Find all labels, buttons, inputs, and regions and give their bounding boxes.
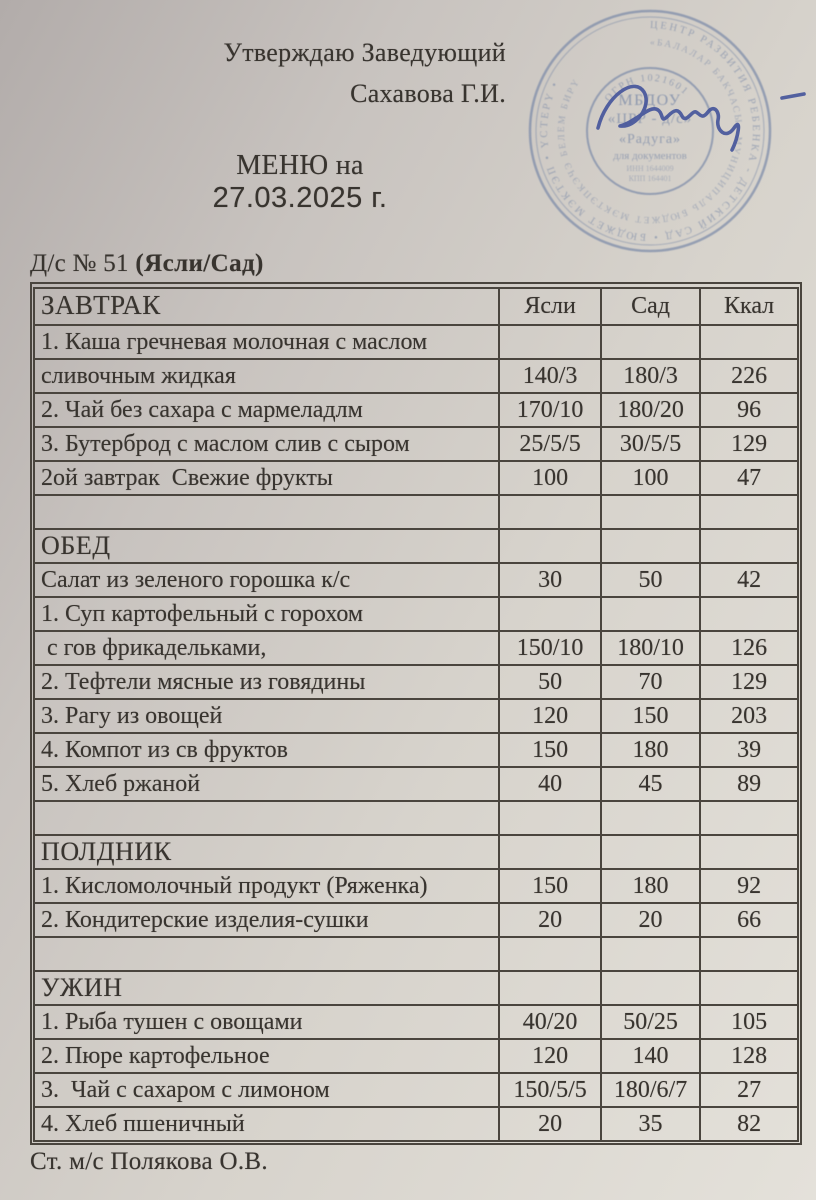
- facility-number: Д/с № 51: [30, 250, 136, 277]
- kkal-cell: 129: [700, 665, 798, 699]
- table-row: [34, 767, 798, 801]
- table-row: [34, 801, 798, 835]
- sad-portion-cell: 30/5/5: [601, 427, 700, 461]
- sad-portion-cell: 100: [601, 461, 700, 495]
- kkal-cell: [700, 597, 798, 631]
- yasli-portion-cell: 100: [499, 461, 601, 495]
- dish-name-cell: 3. Бутерброд с маслом слив с сыром: [34, 427, 499, 461]
- dish-name-cell: ОБЕД: [34, 529, 499, 563]
- kkal-cell: 92: [700, 869, 798, 903]
- yasli-portion-cell: 170/10: [499, 393, 601, 427]
- approval-block: [160, 32, 506, 114]
- dish-name-cell: 4. Компот из св фруктов: [34, 733, 499, 767]
- table-row: [34, 869, 798, 903]
- signature-ink: [586, 70, 812, 162]
- dish-name-cell: сливочным жидкая: [34, 359, 499, 393]
- kkal-cell: 129: [700, 427, 798, 461]
- dish-name-cell: 2. Кондитерские изделия-сушки: [34, 903, 499, 937]
- kkal-cell: [700, 835, 798, 869]
- sad-portion-cell: 70: [601, 665, 700, 699]
- kkal-cell: [700, 937, 798, 971]
- yasli-portion-cell: 50: [499, 665, 601, 699]
- yasli-portion-cell: 40: [499, 767, 601, 801]
- sad-portion-cell: [601, 971, 700, 1005]
- section-row: [34, 835, 798, 869]
- sad-portion-cell: [601, 495, 700, 529]
- dish-name-cell: 2ой завтрак Свежие фрукты: [34, 461, 499, 495]
- dish-name-cell: 2. Чай без сахара с мармеладлм: [34, 393, 499, 427]
- dish-name-cell: 5. Хлеб ржаной: [34, 767, 499, 801]
- kkal-cell: 96: [700, 393, 798, 427]
- dish-name-cell: 1. Кисломолочный продукт (Ряженка): [34, 869, 499, 903]
- yasli-portion-cell: [499, 971, 601, 1005]
- yasli-portion-cell: 40/20: [499, 1005, 601, 1039]
- sad-portion-cell: [601, 597, 700, 631]
- table-row: [34, 631, 798, 665]
- sad-portion-cell: [601, 325, 700, 359]
- dish-name-cell: Салат из зеленого горошка к/с: [34, 563, 499, 597]
- kkal-cell: 27: [700, 1073, 798, 1107]
- menu-title: МЕНЮ на: [236, 150, 364, 181]
- yasli-portion-cell: [499, 597, 601, 631]
- dish-name-cell: [34, 801, 499, 835]
- kkal-cell: 39: [700, 733, 798, 767]
- stamp-org-abbr: МБДОУ: [618, 92, 682, 109]
- table-row: [34, 937, 798, 971]
- kkal-cell: 226: [700, 359, 798, 393]
- section-row: [34, 529, 798, 563]
- dish-name-cell: [34, 937, 499, 971]
- table-row: [34, 393, 798, 427]
- stamp-ogrn-text: ОГРН 1021601: [602, 72, 692, 104]
- header-yasli: Ясли: [499, 288, 601, 325]
- sad-portion-cell: 180/3: [601, 359, 700, 393]
- yasli-portion-cell: [499, 801, 601, 835]
- dish-name-cell: 3. Рагу из овощей: [34, 699, 499, 733]
- signature-dash: [782, 94, 804, 98]
- table-row: [34, 665, 798, 699]
- dish-name-cell: 4. Хлеб пшеничный: [34, 1107, 499, 1141]
- facility-subtitle: [30, 250, 264, 278]
- menu-table: [33, 287, 799, 1142]
- sad-portion-cell: [601, 801, 700, 835]
- table-row: [34, 563, 798, 597]
- sad-portion-cell: 50/25: [601, 1005, 700, 1039]
- table-row: [34, 495, 798, 529]
- yasli-portion-cell: [499, 937, 601, 971]
- sad-portion-cell: 180/6/7: [601, 1073, 700, 1107]
- table-row: [34, 699, 798, 733]
- kkal-cell: [700, 971, 798, 1005]
- kkal-cell: [700, 495, 798, 529]
- yasli-portion-cell: [499, 529, 601, 563]
- menu-date: 27.03.2025 г.: [212, 182, 388, 214]
- kkal-cell: 203: [700, 699, 798, 733]
- stamp-purpose: для документов: [613, 150, 687, 162]
- dish-name-cell: 1. Каша гречневая молочная с маслом: [34, 325, 499, 359]
- sad-portion-cell: 150: [601, 699, 700, 733]
- kkal-cell: 66: [700, 903, 798, 937]
- dish-name-cell: 2. Тефтели мясные из говядины: [34, 665, 499, 699]
- table-row: [34, 325, 798, 359]
- dish-name-cell: ПОЛДНИК: [34, 835, 499, 869]
- kkal-cell: 126: [700, 631, 798, 665]
- dish-name-cell: [34, 495, 499, 529]
- stamp-kpp: КПП 164401: [628, 174, 672, 183]
- approver-name: Сахавова Г.И.: [350, 79, 506, 108]
- yasli-portion-cell: 120: [499, 1039, 601, 1073]
- sad-portion-cell: [601, 529, 700, 563]
- stamp-ring-outer-text: ЦЕНТР РАЗВИТИЯ РЕБЕНКА - ДЕТСКИЙ САД • БЮДЖЕТ МЭКТЭП • ҮСТЕРҮ •: [538, 19, 762, 243]
- stamp-org-type: «ЦРР - д/с»: [607, 111, 693, 127]
- header-breakfast: ЗАВТРАК: [34, 288, 499, 325]
- sad-portion-cell: 180/10: [601, 631, 700, 665]
- nurse-signature-line: Ст. м/с Полякова О.В.: [30, 1148, 268, 1175]
- sad-portion-cell: 45: [601, 767, 700, 801]
- sad-portion-cell: 140: [601, 1039, 700, 1073]
- kkal-cell: 82: [700, 1107, 798, 1141]
- kkal-cell: 105: [700, 1005, 798, 1039]
- sad-portion-cell: 180/20: [601, 393, 700, 427]
- yasli-portion-cell: 150/5/5: [499, 1073, 601, 1107]
- sad-portion-cell: 20: [601, 903, 700, 937]
- dish-name-cell: с гов фрикадельками,: [34, 631, 499, 665]
- dish-name-cell: 3. Чай с сахаром с лимоном: [34, 1073, 499, 1107]
- table-row: [34, 461, 798, 495]
- section-row: [34, 971, 798, 1005]
- table-row: [34, 733, 798, 767]
- dish-name-cell: 1. Суп картофельный с горохом: [34, 597, 499, 631]
- kkal-cell: 42: [700, 563, 798, 597]
- kkal-cell: 47: [700, 461, 798, 495]
- sad-portion-cell: 50: [601, 563, 700, 597]
- sad-portion-cell: [601, 835, 700, 869]
- stamp-org-name: «Радуга»: [618, 132, 682, 147]
- table-row: [34, 903, 798, 937]
- yasli-portion-cell: [499, 325, 601, 359]
- yasli-portion-cell: 140/3: [499, 359, 601, 393]
- header-kkal: Ккал: [700, 288, 798, 325]
- sad-portion-cell: 35: [601, 1107, 700, 1141]
- yasli-portion-cell: 25/5/5: [499, 427, 601, 461]
- yasli-portion-cell: 20: [499, 1107, 601, 1141]
- menu-table-wrap: [30, 282, 802, 1145]
- dish-name-cell: 1. Рыба тушен с овощами: [34, 1005, 499, 1039]
- table-row: [34, 359, 798, 393]
- table-row: [34, 597, 798, 631]
- table-header-row: [34, 288, 798, 325]
- table-row: [34, 427, 798, 461]
- kkal-cell: [700, 529, 798, 563]
- stamp-inn: ИНН 1644009: [626, 164, 674, 173]
- approval-line: Утверждаю Заведующий: [223, 38, 506, 67]
- table-row: [34, 1005, 798, 1039]
- kkal-cell: 128: [700, 1039, 798, 1073]
- dish-name-cell: 2. Пюре картофельное: [34, 1039, 499, 1073]
- yasli-portion-cell: 30: [499, 563, 601, 597]
- kkal-cell: [700, 325, 798, 359]
- yasli-portion-cell: 150: [499, 869, 601, 903]
- stamp-ring-inner-text: «БАЛАЛАР БАКЧАСЫ» МУНИЦИПАЛЬ БЮДЖЕТ МЭКТЭПКЭЧЭ БЕЛЕМ БИРҮ: [556, 37, 744, 225]
- yasli-portion-cell: 120: [499, 699, 601, 733]
- kkal-cell: [700, 801, 798, 835]
- yasli-portion-cell: 150: [499, 733, 601, 767]
- sad-portion-cell: 180: [601, 733, 700, 767]
- yasli-portion-cell: 150/10: [499, 631, 601, 665]
- sad-portion-cell: 180: [601, 869, 700, 903]
- signature-stroke: [598, 86, 738, 150]
- header-sad: Сад: [601, 288, 700, 325]
- kkal-cell: 89: [700, 767, 798, 801]
- yasli-portion-cell: [499, 495, 601, 529]
- yasli-portion-cell: [499, 835, 601, 869]
- facility-group-type: (Ясли/Сад): [135, 250, 264, 277]
- table-row: [34, 1107, 798, 1141]
- table-row: [34, 1039, 798, 1073]
- sad-portion-cell: [601, 937, 700, 971]
- dish-name-cell: УЖИН: [34, 971, 499, 1005]
- table-row: [34, 1073, 798, 1107]
- yasli-portion-cell: 20: [499, 903, 601, 937]
